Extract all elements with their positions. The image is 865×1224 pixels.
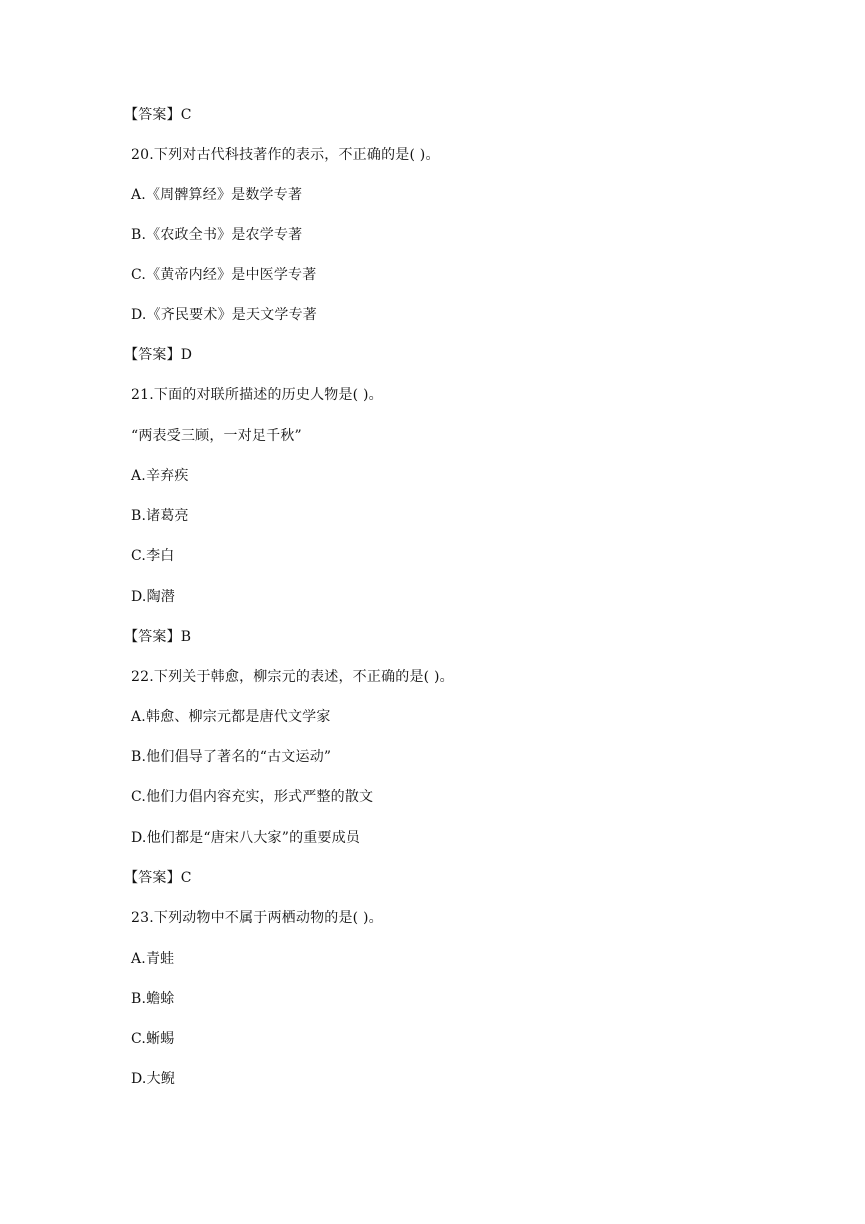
question-23-option-b: B.蟾蜍 — [131, 991, 175, 1007]
question-22-option-b: B.他们倡导了著名的“古文运动” — [131, 749, 332, 765]
answer-20: 【答案】D — [124, 347, 193, 363]
question-23-option-d: D.大鲵 — [131, 1071, 175, 1087]
question-21-option-d: D.陶潜 — [131, 589, 175, 605]
question-23-option-a: A.青蛙 — [131, 951, 175, 967]
question-20: 20.下列对古代科技著作的表示，不正确的是( )。 — [131, 147, 440, 163]
question-20-option-b: B.《农政全书》是农学专著 — [131, 227, 303, 243]
question-21-option-c: C.李白 — [131, 548, 175, 564]
question-20-option-a: A.《周髀算经》是数学专著 — [131, 187, 303, 203]
question-20-option-c: C.《黄帝内经》是中医学专著 — [131, 267, 317, 283]
question-22-option-a: A.韩愈、柳宗元都是唐代文学家 — [131, 709, 331, 725]
question-21-option-b: B.诸葛亮 — [131, 508, 189, 524]
answer-19: 【答案】C — [124, 107, 192, 123]
question-22-option-c: C.他们力倡内容充实，形式严整的散文 — [131, 789, 374, 805]
answer-22: 【答案】C — [124, 870, 192, 886]
question-22: 22.下列关于韩愈，柳宗元的表述，不正确的是( )。 — [131, 669, 454, 685]
question-21: 21.下面的对联所描述的历史人物是( )。 — [131, 387, 383, 403]
question-21-option-a: A.辛弃疾 — [131, 468, 189, 484]
question-22-option-d: D.他们都是“唐宋八大家”的重要成员 — [131, 830, 361, 846]
question-23: 23.下列动物中不属于两栖动物的是( )。 — [131, 910, 383, 926]
question-21-couplet: “两表受三顾，一对足千秋” — [131, 428, 302, 444]
answer-21: 【答案】B — [124, 629, 192, 645]
question-20-option-d: D.《齐民要术》是天文学专著 — [131, 307, 317, 323]
question-23-option-c: C.蜥蜴 — [131, 1031, 175, 1047]
